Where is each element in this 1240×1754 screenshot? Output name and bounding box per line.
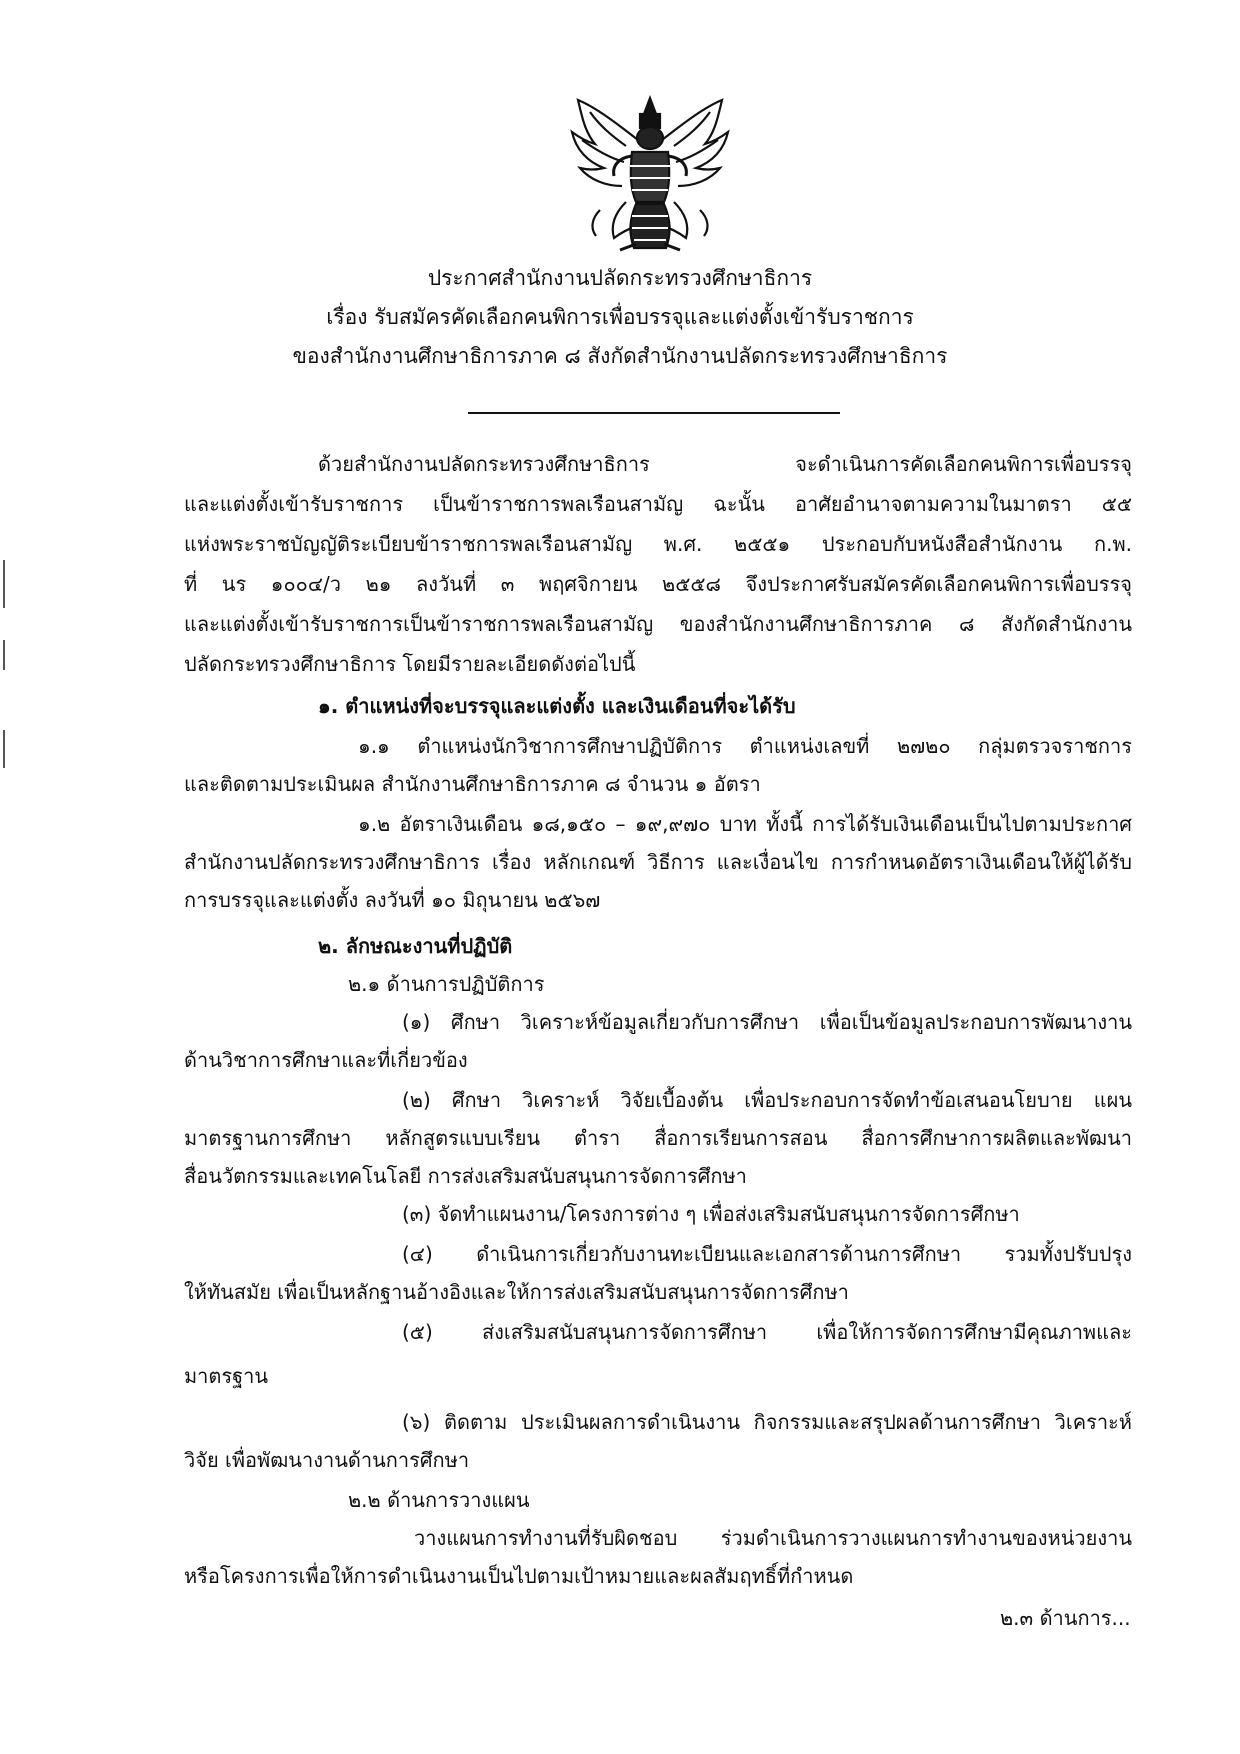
intro-line: ด้วยสำนักงานปลัดกระทรวงศึกษาธิการ จะดำเนินการคัดเลือกคนพิการเพื่อบรรจุ: [318, 452, 1132, 476]
section-1-2-line: สำนักงานปลัดกระทรวงศึกษาธิการ เรื่อง หลักเกณฑ์ วิธีการ และเงื่อนไข การกำหนดอัตราเงินเดือนให้ผู้ได้รับ: [184, 850, 1132, 874]
intro-line: แห่งพระราชบัญญัติระเบียบข้าราชการพลเรือนสามัญ พ.ศ. ๒๕๕๑ ประกอบกับหนังสือสำนักงาน ก.พ.: [184, 532, 1132, 556]
task-item-6: (๖) ติดตาม ประเมินผลการดำเนินงาน กิจกรรมและสรุปผลด้านการศึกษา วิเคราะห์: [402, 1410, 1132, 1434]
task-item-5: (๕) ส่งเสริมสนับสนุนการจัดการศึกษา เพื่อให้การจัดการศึกษามีคุณภาพและ: [402, 1320, 1132, 1344]
intro-line: ที่ นร ๑๐๐๔/ว ๒๑ ลงวันที่ ๓ พฤศจิกายน ๒๕๕๘ จึงประกาศรับสมัครคัดเลือกคนพิการเพื่อบรรจุ: [184, 572, 1132, 596]
garuda-emblem-icon: [560, 92, 740, 262]
task-item-2: (๒) ศึกษา วิเคราะห์ วิจัยเบื้องต้น เพื่อประกอบการจัดทำข้อเสนอนโยบาย แผน: [402, 1088, 1132, 1112]
intro-line: และแต่งตั้งเข้ารับราชการ เป็นข้าราชการพลเรือนสามัญ ฉะนั้น อาศัยอำนาจตามความในมาตรา ๕๕: [184, 492, 1132, 516]
section-2-1-title: ๒.๑ ด้านการปฏิบัติการ: [348, 972, 545, 996]
scan-artifact: [3, 640, 5, 670]
task-item-1-cont: ด้านวิชาการศึกษาและที่เกี่ยวข้อง: [184, 1048, 468, 1072]
task-item-5-cont: มาตรฐาน: [184, 1364, 269, 1388]
header-divider: [468, 412, 840, 414]
intro-line: ปลัดกระทรวงศึกษาธิการ โดยมีรายละเอียดดังต่อไปนี้: [184, 652, 636, 676]
scan-artifact: [3, 560, 5, 608]
announcement-subject: เรื่อง รับสมัครคัดเลือกคนพิการเพื่อบรรจุและแต่งตั้งเข้ารับราชการ: [326, 305, 914, 329]
section-1-1-line: ๑.๑ ตำแหน่งนักวิชาการศึกษาปฏิบัติการ ตำแหน่งเลขที่ ๒๗๒๐ กลุ่มตรวจราชการ: [358, 734, 1132, 758]
scan-artifact: [3, 730, 5, 768]
section-1-2-line: ๑.๒ อัตราเงินเดือน ๑๘,๑๕๐ – ๑๙,๙๗๐ บาท ทั้งนี้ การได้รับเงินเดือนเป็นไปตามประกาศ: [358, 812, 1132, 836]
announcement-organization: ของสำนักงานศึกษาธิการภาค ๘ สังกัดสำนักงานปลัดกระทรวงศึกษาธิการ: [292, 344, 948, 368]
section-1-2-line: การบรรจุและแต่งตั้ง ลงวันที่ ๑๐ มิถุนายน ๒๕๖๗: [184, 888, 601, 912]
section-1-title: ๑. ตำแหน่งที่จะบรรจุและแต่งตั้ง และเงินเดือนที่จะได้รับ: [318, 694, 796, 718]
section-2-2-line: หรือโครงการเพื่อให้การดำเนินงานเป็นไปตามเป้าหมายและผลสัมฤทธิ์ที่กำหนด: [184, 1564, 854, 1588]
section-2-2-line: วางแผนการทำงานที่รับผิดชอบ ร่วมดำเนินการวางแผนการทำงานของหน่วยงาน: [414, 1526, 1132, 1550]
section-2-2-title: ๒.๒ ด้านการวางแผน: [348, 1488, 530, 1512]
section-2-title: ๒. ลักษณะงานที่ปฏิบัติ: [318, 934, 513, 958]
continuation-text: ๒.๓ ด้านการ...: [1000, 1606, 1131, 1630]
task-item-1: (๑) ศึกษา วิเคราะห์ข้อมูลเกี่ยวกับการศึกษา เพื่อเป็นข้อมูลประกอบการพัฒนางาน: [402, 1010, 1132, 1034]
task-item-4: (๔) ดำเนินการเกี่ยวกับงานทะเบียนและเอกสารด้านการศึกษา รวมทั้งปรับปรุง: [402, 1242, 1132, 1266]
section-1-1-line: และติดตามประเมินผล สำนักงานศึกษาธิการภาค ๘ จำนวน ๑ อัตรา: [184, 772, 761, 796]
task-item-6-cont: วิจัย เพื่อพัฒนางานด้านการศึกษา: [184, 1448, 470, 1472]
intro-line: และแต่งตั้งเข้ารับราชการเป็นข้าราชการพลเรือนสามัญ ของสำนักงานศึกษาธิการภาค ๘ สังกัดสำนักงาน: [184, 612, 1132, 636]
task-item-2-cont: สื่อนวัตกรรมและเทคโนโลยี การส่งเสริมสนับสนุนการจัดการศึกษา: [184, 1164, 747, 1188]
task-item-4-cont: ให้ทันสมัย เพื่อเป็นหลักฐานอ้างอิงและให้การส่งเสริมสนับสนุนการจัดการศึกษา: [184, 1280, 849, 1304]
announcement-title: ประกาศสำนักงานปลัดกระทรวงศึกษาธิการ: [427, 266, 813, 290]
task-item-3: (๓) จัดทำแผนงาน/โครงการต่าง ๆ เพื่อส่งเสริมสนับสนุนการจัดการศึกษา: [402, 1202, 1020, 1226]
task-item-2-cont: มาตรฐานการศึกษา หลักสูตรแบบเรียน ตำรา สื่อการเรียนการสอน สื่อการศึกษาการผลิตและพัฒนา: [184, 1126, 1132, 1150]
